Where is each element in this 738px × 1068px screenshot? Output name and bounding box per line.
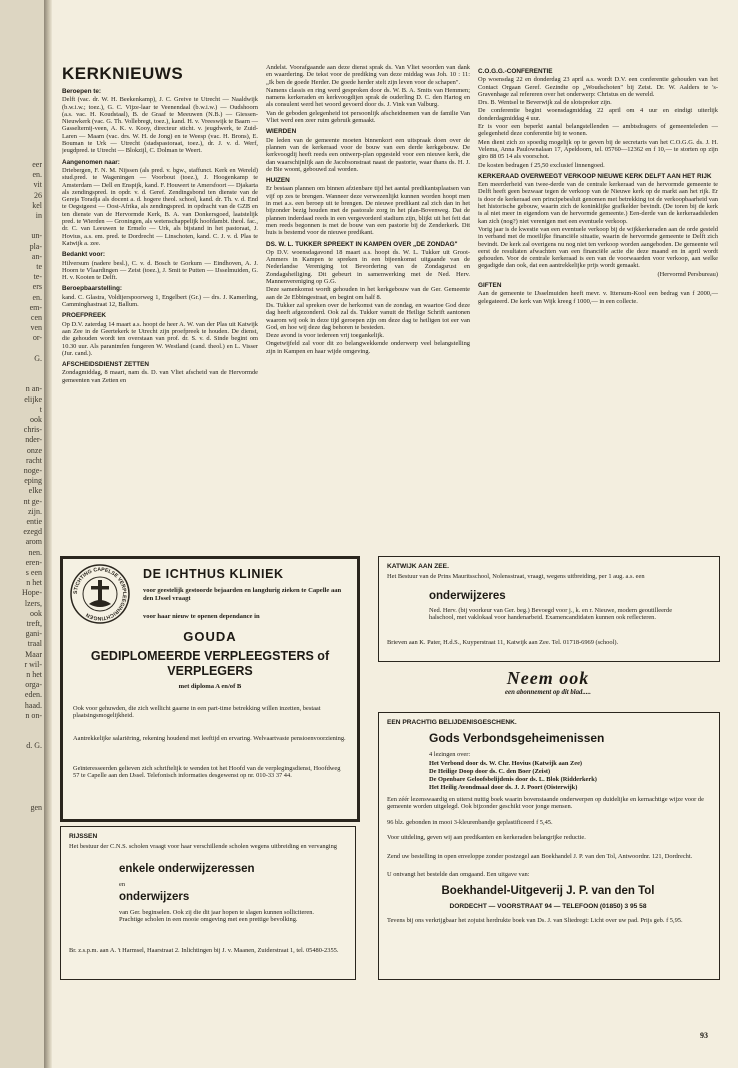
katwijk-text-2: Ned. Herv. (bij voorkeur van Ger. beg.) Bevoegd voor j., k. en r. Nieuwe, modern geoutilleerde halschool, met vaklokaal voor handenarbeid. Examencandidaten kunnen ook reflecteren. <box>429 607 673 622</box>
bedankt-heading: Bedankt voor: <box>62 251 105 259</box>
ichthus-text-1: Ook voor gehuwden, die zich wellicht gaarne in een part-time betrekking willen inzetten, bestaat plaatsingsmogelijkheid. <box>73 705 321 720</box>
newspaper-page <box>52 0 738 1068</box>
previous-page-edge <box>0 0 46 1068</box>
edge-fragment: eping <box>24 476 42 486</box>
rijssen-en: en <box>119 881 126 888</box>
ichthus-for-new: voor haar nieuw te openen dependance in <box>143 613 260 620</box>
edge-fragment: elijke <box>24 394 42 404</box>
ichthus-diploma: met diploma A en/of B <box>178 683 242 690</box>
edge-fragment: eren- <box>25 557 42 567</box>
column-2 <box>266 64 470 539</box>
katwijk-text: Het Bestuur van de Prins Mauritsschool, Nolensstraat, vraagt, wegens uitbreiding, per 1 aug. a.s. een <box>387 573 645 580</box>
verkoop-heading: KERKERAAD OVERWEEGT VERKOOP NIEUWE KERK DELFT AAN HET RIJK <box>478 172 712 180</box>
katwijk-big: onderwijzeres <box>429 590 506 602</box>
cogg-text-2: Drs. B. Wentsel te Beverwijk zal de slotspreker zijn. <box>478 99 612 107</box>
boekhandel-text-3: Voor uitdeling, geven wij aan predikanten en kerkeraden belangrijke reductie. <box>387 834 586 841</box>
edge-fragment: zijn. <box>28 506 42 516</box>
edge-fragment: gani- <box>25 629 42 639</box>
edge-fragment: entie <box>26 517 42 526</box>
tukker-text-4: Deze avond is voor iedereen vrij toegankelijk. <box>266 332 385 340</box>
edge-fragment: or- <box>32 333 42 343</box>
cogg-text-3: De conferentie begint woensdagmiddag 22 april om 4 uur en eindigt uiterlijk donderdagmiddag 4 uur. <box>478 107 718 122</box>
edge-fragment: 26 <box>34 190 42 200</box>
edge-fragment: nen. <box>28 547 42 557</box>
neem-ook-title: Neem ook <box>506 668 590 688</box>
huizen-text: Er bestaan plannen om binnen afzienbare tijd het aantal predikantsplaatsen van vijf op zes te brengen. Wanneer deze verwezenlijkt kunnen worden hoopt men in mei a.s. een beroep uit te brengen. De nieuwe predikant zal zich dan in het bijzonder bezig houden met de pastorale zorg in het plan-Bovenweg. Dat de plannen inderdaad reeds in een vergevorderd stadium zijn, blijkt uit het feit dat men reeds begonnen is met de bouw van een pastorie bij de Zenderkerk. Dit huis is bestemd voor de nieuwe predikant. <box>266 185 470 237</box>
rijssen-heading: RIJSSEN <box>69 833 98 840</box>
edge-fragment: ven <box>30 323 42 333</box>
proefpreek-heading: PROEFPREEK <box>62 312 107 320</box>
edge-fragment: em- <box>29 302 42 312</box>
stichting-seal-icon <box>69 563 131 625</box>
afscheid-continued: Andelst. Voorafgaande aan deze dienst sprak ds. Van Vliet woorden van dank en waardering. De tekst voor de prediking van deze middag was Joh. 10 : 11: „Ik ben de goede Herder. De goede herder stelt zijn leven voor de schapen". <box>266 64 470 86</box>
ichthus-subtitle: voor geestelijk gestoorde bejaarden en langdurig zieken te Capelle aan den IJssel vraagt <box>143 587 342 602</box>
edge-fragment: orga- <box>25 680 42 690</box>
list-item: De Heilige Doop door ds. C. den Boer (Zeist) <box>429 768 551 775</box>
edge-fragment: eden. <box>24 690 42 700</box>
edge-fragment: noge- <box>23 466 42 475</box>
ichthus-text-3: Geïnteresseerden gelieven zich schriftelijk te wenden tot het Hoofd van de verplegingsdienst, Hoofdweg 57 te Capelle aan den IJssel. Telefonisch informaties desgewenst op nr. 010-33 37 44. <box>73 765 341 780</box>
edge-fragment: haad. <box>24 700 42 710</box>
giften-text: Aan de gemeente te IJsselmuiden heeft mevr. v. Ittersum-Kool een bedrag van f 2000,— gelegateerd. De kerk van Wijk kreeg f 1000,— in een collecte. <box>478 290 718 305</box>
boekhandel-text-2: 96 blz. gebonden in mooi 3-kleurenbandje geplastificeerd f 5,45. <box>387 819 553 826</box>
edge-fragment: en. <box>32 292 42 302</box>
list-item: Het Verbond door ds. W. Chr. Hovius (Katwijk aan Zee) <box>429 760 583 767</box>
edge-fragment: onze <box>26 445 42 455</box>
aangenomen-heading: Aangenomen naar: <box>62 158 120 166</box>
edge-fragment: gen <box>30 802 42 812</box>
bedankt-text: Hilversum (nadere besl.), C. v. d. Bosch te Gorkum — Eindhoven, A. J. Hoorn te Vlaardingen — Zeist (toez.), J. Smit te Putten — IJsselmuiden, G. H. v. Kooten te Delft. <box>62 259 258 282</box>
edge-fragment: eer <box>32 160 42 169</box>
neem-ook-promo <box>378 668 718 708</box>
huizen-heading: HUIZEN <box>266 177 290 185</box>
edge-fragment: Hope- <box>22 588 42 598</box>
page-number: 93 <box>700 1031 708 1040</box>
verkoop-text: Een meerderheid van twee-derde van de centrale kerkeraad van de hervormde gemeente te Delft heeft geen bezwaar tegen de verkoop van de Nieuwe kerk op de markt aan het rijk. Er is door de kerkeraad een principebesluit genomen met betrekking tot de verkoopbaarheid van het historische gebouw, waarin zich de koninklijke grafkelder bevindt. (De toren bij de kerk is al niet meer in eigendom van de hervormde gemeente.) Een-derde van de kerkeraadsleden kan zich (nog?) niet verenigen met een eventuele verkoop. <box>478 181 718 225</box>
edge-fragment: n het <box>26 670 42 679</box>
katwijk-text-3: Brieven aan K. Pater, H.d.S., Kuyperstraat 11, Katwijk aan Zee. Tel. 01718-6969 (school). <box>387 639 619 646</box>
afscheid-text: Zondagmiddag, 8 maart, nam ds. D. van Vliet afscheid van de Hervormde gemeenten van Zetten en <box>62 369 258 384</box>
verkoop-text-2: Vorig jaar is de kwestie van een eventuele verkoop bij de wijkkerkeraden aan de orde gesteld in verband met de moeilijke financiële situatie, waarin de hervormde gemeente te Delft zich bevindt. De kerk zal overigens nu nog niet ten verkoop worden aangeboden. De gemeente wil eerst de resultaten afwachten van een financiële actie die deze maand en in april wordt gehouden. Voor de centrale kerkeraad is een van de voorwaarden voor verkoop, aan welke gegadigde dan ook, dat een aantrekkelijke prijs wordt gemaakt. <box>478 225 718 270</box>
edge-fragment: ers <box>32 282 42 292</box>
edge-fragment: n het <box>26 578 42 588</box>
ichthus-city: GOUDA <box>183 629 237 644</box>
tukker-text-3: Ds. Tukker zal spreken over de herkomst van de zondag, en waartoe God deze dag heeft afgezonderd. Ook zal ds. Tukker vanuit de Heilige Schrift aantonen waarom wij ook in deze tijd geroepen zijn om deze dag te heiligen tot eer van God, en hoe wij deze dag behoren te besteden. <box>266 301 470 331</box>
edge-fragment: t <box>39 404 42 414</box>
edge-fragment: G. <box>34 353 42 363</box>
aangenomen-text: Driebergen, F. N. M. Nijssen (als pred. v. bgw., staffunct. Kerk en Wereld) stud.pred. te Wageningen — Voorbout (toez.), J. Hoogenkamp te Amsterdam — Dell en Enspijk, kand. F. Houwert te Amersfoort — Djakarta als zendingspred. in opdr. v. d. Geref. Zendingsbond ten dienste van de Gereja Toradja als docent a. d. hogere theol. school, kand. dr. Th. v. d. End te Oegstgeest — Oost-Afrika, als zendingspred. in opdracht van de GZB en ten dienste van de Hervormde Kerk, B. A. van Donkersgoed, laatstelijk pred. te Wierden — Groningen, als wetenschappelijk hoofdambt. theol. fac., dr. C. van Leeuwen te Ermelo — Urk, als bijstand in het pastoraat, J. Hovius, a.s. em. pred. te Dordrecht — Linschoten, kand. C. J. v. d. Plas te Katwijk a. zee. <box>62 166 258 247</box>
boekhandel-heading: EEN PRACHTIG BELIJDENISGESCHENK. <box>387 719 517 726</box>
boekhandel-text-5: U ontvangt het bestelde dan omgaand. Een uitgave van: <box>387 871 530 878</box>
rijssen-text-3: Br. z.s.p.m. aan A. 't Harmsel, Haarstraat 2. Inlichtingen bij J. v. Maanen, Zuiderstraat 1, tel. 05480-2355. <box>69 947 339 954</box>
column-1 <box>62 84 258 539</box>
proefpreek-text: Op D.V. zaterdag 14 maart a.s. hoopt de heer A. W. van der Plas uit Katwijk aan Zee in de Geertekerk te Utrecht zijn proefpreek te houden. De dienst, die gehouden wordt ten overstaan van prof. dr. S. v. d. Sinde begint om 10.30 uur. Als paranimfen fungeren W. Westland (cand. theol.) en L. Visser (Jur. cand.). <box>62 320 258 357</box>
afscheid-speakers: Namens classis en ring werd gesproken door ds. W. B. A. Smits van Hemmen; namens kerkeraden en kerkvoogdijen sprak de ouderling D. C. den Hartog en als consulent werd het woord gevoerd door ds. J. Vink van Valburg. <box>266 86 470 109</box>
edge-fragment: elke <box>28 486 42 496</box>
verkoop-source: (Hervormd Persbureau) <box>657 270 718 278</box>
edge-fragment: s een <box>25 568 42 577</box>
tukker-text: Op D.V. woensdagavond 18 maart a.s. hoopt ds. W. L. Tukker uit Groot-Ammers in Kampen te spreken in een bijeenkomst uitgaande van de Nederlandse Vereniging tot Bevordering van de Zondagsrust en Zondagsheiliging. Dit gebeurt in samenwerking met de Ned. Herv. Mannenvereniging op G.G. <box>266 248 470 286</box>
boekhandel-text-4: Zend uw bestelling in open enveloppe zonder postzegel aan Boekhandel J. P. van den Tol, Antwoordnr. 121, Dordrecht. <box>387 853 693 860</box>
edge-fragment: te <box>36 262 42 271</box>
edge-fragment: d. G. <box>26 741 42 751</box>
edge-fragment: nt ge- <box>23 496 42 506</box>
rijssen-big-1: enkele onderwijzeressen <box>119 863 255 875</box>
boekhandel-advert <box>378 712 720 980</box>
ichthus-title: DE ICHTHUS KLINIEK <box>143 567 284 581</box>
afscheid-heading: AFSCHEIDSDIENST ZETTEN <box>62 361 149 369</box>
tukker-text-5: Ongetwijfeld zal voor dit zo belangwekkende onderwerp veel belangstelling zijn in Kampen en haar wijde omgeving. <box>266 340 470 355</box>
ichthus-advert <box>60 556 360 822</box>
edge-fragment: Maar <box>25 649 42 659</box>
list-item: Het Heilig Avondmaal door ds. J. J. Poort (Oisterwijk) <box>429 784 578 791</box>
list-item: De Openbare Geloofsbelijdenis door ds. L. Blok (Ridderkerk) <box>429 776 597 783</box>
rijssen-advert <box>60 826 356 980</box>
edge-fragment: n on- <box>25 710 42 720</box>
edge-fragment: lzers, <box>24 598 42 608</box>
afscheid-closing: Van de geboden gelegenheid tot persoonlijk afscheidnemen van de familie Van Vliet werd een zeer ruim gebruik gemaakt. <box>266 109 470 125</box>
edge-fragment: chris- <box>23 425 42 435</box>
edge-fragment: racht <box>26 455 42 465</box>
edge-fragment: ezegd <box>23 527 42 537</box>
edge-fragment: nder- <box>25 435 42 445</box>
edge-fragment: un- <box>31 231 42 241</box>
cogg-text-4: Er is voor een beperkt aantal belangstellenden — ambtsdragers of gemeenteleden — gelegenheid deze conferentie bij te wonen. <box>478 123 718 138</box>
edge-fragment: kel <box>32 200 42 210</box>
edge-fragment: cen <box>30 313 42 322</box>
edge-fragment: treft, <box>26 619 42 628</box>
wierden-heading: WIERDEN <box>266 128 297 136</box>
boekhandel-title: Gods Verbondsgeheimenissen <box>429 731 605 745</box>
seal-text: STICHTING CAPELSE VERPLEEGINRICHTINGEN <box>72 566 128 622</box>
edge-fragment: en. <box>32 170 42 180</box>
page-fold <box>44 0 52 1068</box>
cogg-heading: C.O.G.G.-CONFERENTIE <box>478 68 553 75</box>
rijssen-text: Het bestuur der C.N.S. scholen vraagt voor haar verschillende scholen wegens uitbreiding en vervanging <box>69 843 337 850</box>
neem-ook-sub: een abonnement op dit blad..... <box>505 689 591 696</box>
edge-fragment: ook <box>30 415 42 424</box>
edge-fragment: te- <box>33 272 42 282</box>
rijssen-big-2: onderwijzers <box>119 891 190 903</box>
tukker-text-2: Deze samenkomst wordt gehouden in het kerkgebouw van de Ger. Gemeente aan de 2e Ebbingestraat, en begint om half 8. <box>266 286 470 301</box>
boekhandel-address: DORDECHT — VOORSTRAAT 94 — TELEFOON (01850) 3 95 58 <box>449 903 647 910</box>
cogg-text-5: Men dient zich zo spoedig mogelijk op te geven bij de secretaris van het C.O.G.G. ds. J. H. Velema, Anna Paulownalaan 17, Apeldoorn, tel. 05760—12362 en f 10,— te storten op zijn giro 88 05 14 als voorschot. <box>478 138 718 161</box>
edge-fragment: ook <box>30 608 42 618</box>
edge-fragment: an- <box>31 251 42 261</box>
boekhandel-items <box>429 760 709 792</box>
boekhandel-text-6: Tevens bij ons verkrijgbaar het zojuist herdrukte boek van Ds. J. van Sliedregt: Licht over uw pad. Prijs geb. f 5,95. <box>387 917 683 924</box>
edge-fragment: pla- <box>29 241 42 251</box>
ichthus-text-2: Aantrekkelijke salariëring, rekening houdend met leeftijd en ervaring. Welvaartvaste pensioenvoorziening. <box>73 735 346 742</box>
katwijk-advert <box>378 556 720 662</box>
ichthus-heading: GEDIPLOMEERDE VERPLEEGSTERS of VERPLEGERS <box>90 649 330 678</box>
edge-fragment: vit <box>33 180 42 190</box>
kerknieuws-title: KERKNIEUWS <box>62 64 184 83</box>
beroepbaar-heading: Beroepbaarstelling: <box>62 285 123 293</box>
boekhandel-publisher: Boekhandel-Uitgeverij J. P. van den Tol <box>441 885 655 897</box>
column-3 <box>478 64 718 539</box>
edge-fragment: in <box>35 211 42 220</box>
giften-heading: GIFTEN <box>478 282 502 290</box>
beroepen-heading: Beroepen te: <box>62 88 102 95</box>
beroepen-text: Delft (vac. dr. W. H. Beekenkamp), J. C. Greive te Utrecht — Naaldwijk (b.w.i.w.; toez.), G. C. Vijze-laar te Veenendaal (b.w.i.w.) — Oudshoorn (a.s. vac. H. Koudstaal), B. de Graaf te Meeuwen (N.B.) — Giessen-Nieuwkerk (vac. G. Th. Vollebregt, toez.), kand. H. v. Vreeswijk te Baarn — Gasselternij-veen, A. K. v. Kooy, directeur sticht. v. jeugdwerk, te Zuid-Laren — Maarn (vac. drs. W. H. de Jong) en te Weesp (vac. H. Brons), E. Bouman te Urk — Utrecht (stadspastoraat, toez.), dr. J. v. d. Werf, jeugdpred. te Utrecht — Blokzijl, C. Dolman te Weert. <box>62 96 258 155</box>
beroepbaar-text: kand. C. Glastra, Voldijerspoorweg 1, Engelbert (Gr.) — drs. J. Kamerling, Camminghastraat 12, Ballum. <box>62 293 258 309</box>
wierden-text: De leden van de gemeente moeten binnenkort een uitspraak doen over de plannen van de kerkeraad voor de bouw van een derde kerkgebouw. De kerkvoogdij heeft reeds een ontwerp-plan opgesteld voor een nieuwe kerk, die dan waarschijnlijk aan de Jacobsonstraat naast de pastorie, waar thans ds. H. J. de Bie woont, gebouwd zal worden. <box>266 136 470 173</box>
boekhandel-intro: 4 lezingen over: <box>429 751 471 758</box>
edge-fragment: traal <box>27 639 42 649</box>
edge-fragment: arom <box>25 537 42 547</box>
cogg-text: Op woensdag 22 en donderdag 23 april a.s. wordt D.V. een conferentie gehouden van het Contact Orgaan Geref. Gezindte op „Woudschoten" bij Zeist. Dr. W. Aalders te 's-Gravenhage zal refereren over het onderwerp: Christus en de wereld. <box>478 76 718 98</box>
katwijk-heading: KATWIJK AAN ZEE. <box>387 563 449 570</box>
rijssen-text-2: van Ger. beginselen. Ook zij die dit jaar hopen te slagen kunnen solliciteren. Prachtige scholen in een mooie omgeving met een prettige bevolking. <box>119 909 315 924</box>
edge-fragment: r wil- <box>24 659 42 669</box>
boekhandel-text-1: Een zéér lezenswaardig en uiterst nuttig boek waarin bovenstaande onderwerpen op duidelijke en kernachtige wijze voor de gemeente worden uitgelegd. Ook bijzonder geschikt voor jonge mensen. <box>387 796 704 811</box>
cogg-text-6: De kosten bedragen f 25,50 exclusief linnengoed. <box>478 161 605 169</box>
tukker-heading: DS. W. L. TUKKER SPREEKT IN KAMPEN OVER „DE ZONDAG" <box>266 240 458 248</box>
edge-fragment: n an- <box>25 384 42 394</box>
